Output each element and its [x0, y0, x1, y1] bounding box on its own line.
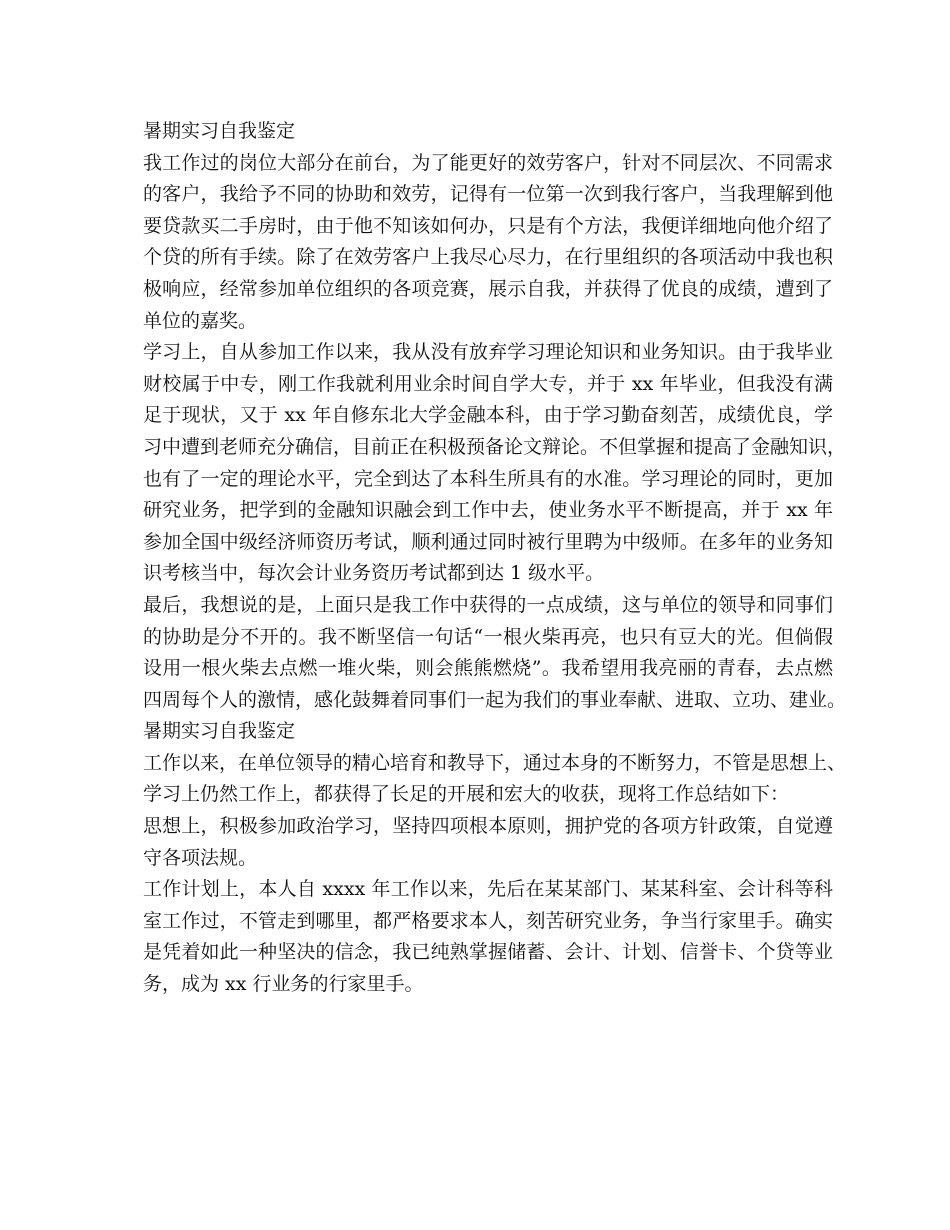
text-line: 守各项法规。 — [143, 846, 258, 869]
text-line: 足于现状，又于 xx 年自修东北大学金融本科，由于学习勤奋刻苦，成绩优良，学 — [143, 404, 833, 427]
text-line: 要贷款买二手房时，由于他不知该如何办，只是有个方法，我便详细地向他介绍了 — [143, 214, 833, 237]
text-line: 也有了一定的理论水平，完全到达了本科生所具有的水准。学习理论的同时，更加 — [143, 467, 833, 490]
text-line: 研究业务，把学到的金融知识融会到工作中去，使业务水平不断提高，并于 xx 年 — [143, 499, 833, 522]
text-line: 是凭着如此一种坚决的信念，我已纯熟掌握储蓄、会计、计划、信誉卡、个贷等业 — [143, 941, 833, 964]
text-line: 的客户，我给予不同的协助和效劳，记得有一位第一次到我行客户，当我理解到他 — [143, 183, 833, 206]
text-line: 最后，我想说的是，上面只是我工作中获得的一点成绩，这与单位的领导和同事们 — [143, 593, 833, 616]
text-line: 工作计划上，本人自 xxxx 年工作以来，先后在某某部门、某某科室、会计科等科 — [143, 878, 833, 901]
text-line: 学习上仍然工作上，都获得了长足的开展和宏大的收获，现将工作总结如下： — [143, 783, 790, 806]
text-line: 个贷的所有手续。除了在效劳客户上我尽心尽力，在行里组织的各项活动中我也积 — [143, 246, 833, 269]
text-line: 室工作过，不管走到哪里，都严格要求本人，刻苦研究业务，争当行家里手。确实 — [143, 909, 833, 932]
text-line: 思想上，积极参加政治学习，坚持四项根本原则，拥护党的各项方针政策，自觉遵 — [143, 815, 833, 838]
section-title: 暑期实习自我鉴定 — [143, 120, 296, 142]
text-line: 参加全国中级经济师资历考试，顺利通过同时被行里聘为中级师。在多年的业务知 — [143, 530, 833, 553]
document-page — [143, 116, 847, 1001]
text-line: 习中遭到老师充分确信，目前正在积极预备论文辩论。不但掌握和提高了金融知识， — [143, 435, 847, 458]
text-line: 识考核当中，每次会计业务资历考试都到达 1 级水平。 — [143, 562, 605, 585]
text-line: 设用一根火柴去点燃一堆火柴，则会熊熊燃烧”。我希望用我亮丽的青春，去点燃 — [143, 657, 833, 680]
text-line: 单位的嘉奖。 — [143, 309, 258, 332]
section-title: 暑期实习自我鉴定 — [143, 720, 296, 743]
text-line: 财校属于中专，刚工作我就利用业余时间自学大专，并于 xx 年毕业，但我没有满 — [143, 372, 833, 395]
text-line: 工作以来，在单位领导的精心培育和教导下，通过本身的不断努力，不管是思想上、 — [143, 751, 847, 774]
text-line: 学习上，自从参加工作以来，我从没有放弃学习理论知识和业务知识。由于我毕业 — [143, 341, 833, 364]
text-line: 务，成为 xx 行业务的行家里手。 — [143, 973, 424, 996]
text-line: 四周每个人的激情，感化鼓舞着同事们一起为我们的事业奉献、进取、立功、建业。 — [143, 688, 847, 711]
text-line: 我工作过的岗位大部分在前台，为了能更好的效劳客户，针对不同层次、不同需求 — [143, 151, 833, 174]
text-line: 极响应，经常参加单位组织的各项竞赛，展示自我，并获得了优良的成绩，遭到了 — [143, 277, 833, 300]
text-line: 的协助是分不开的。我不断坚信一句话“一根火柴再亮，也只有豆大的光。但倘假 — [143, 625, 833, 648]
